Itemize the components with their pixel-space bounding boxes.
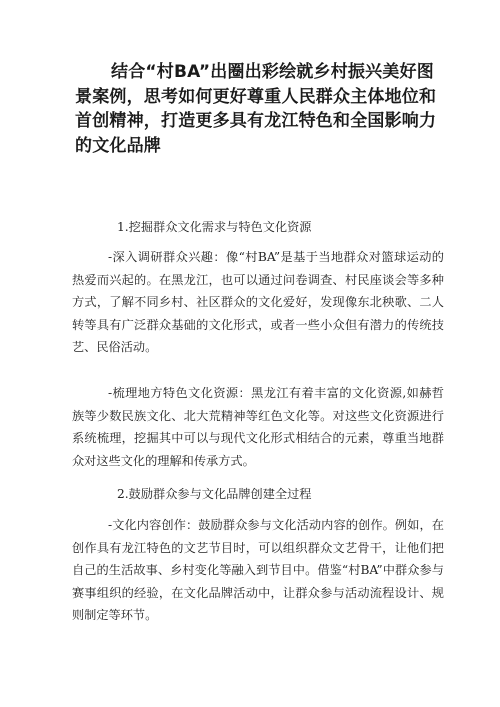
section-1-paragraph-1: -深入调研群众兴趣：像“村BA”是基于当地群众对篮球运动的热爱而兴起的。在黑龙江，也可以通过问卷调查、村民座谈会等多种方式，了解不同乡村、社区群众的文化爱好，发现像东北秧歌、二人转等具有广泛群众基础的文化形式，或者一些小众但有潜力的传统技艺、民俗活动。: [72, 250, 444, 354]
document-title: 结合“村BA”出圈出彩绘就乡村振兴美好图景案例，思考如何更好尊重人民群众主体地位和首创精神，打造更多具有龙江特色和全国影响力的文化品牌: [75, 62, 437, 156]
section-1-paragraph-2: -梳理地方特色文化资源：黑龙江有着丰富的文化资源,如赫哲族等少数民族文化、北大荒精神等红色文化等。对这些文化资源进行系统梳理，挖掘其中可以与现代文化形式相结合的元素，尊重当地群众对这些文化的理解和传承方式。: [72, 386, 444, 468]
section-2-paragraph-1: -文化内容创作：鼓励群众参与文化活动内容的创作。例如，在创作具有龙江特色的文艺节目时，可以组织群众文艺骨干，让他们把自己的生活故事、乡村变化等融入到节目中。借鉴“村BA”中群众参与赛事组织的经验，在文化品牌活动中，让群众参与活动流程设计、规则制定等环节。: [72, 518, 444, 622]
section-heading-1: 1.挖掘群众文化需求与特色文化资源: [117, 220, 312, 234]
section-heading-2: 2.鼓励群众参与文化品牌创建全过程: [117, 487, 312, 501]
